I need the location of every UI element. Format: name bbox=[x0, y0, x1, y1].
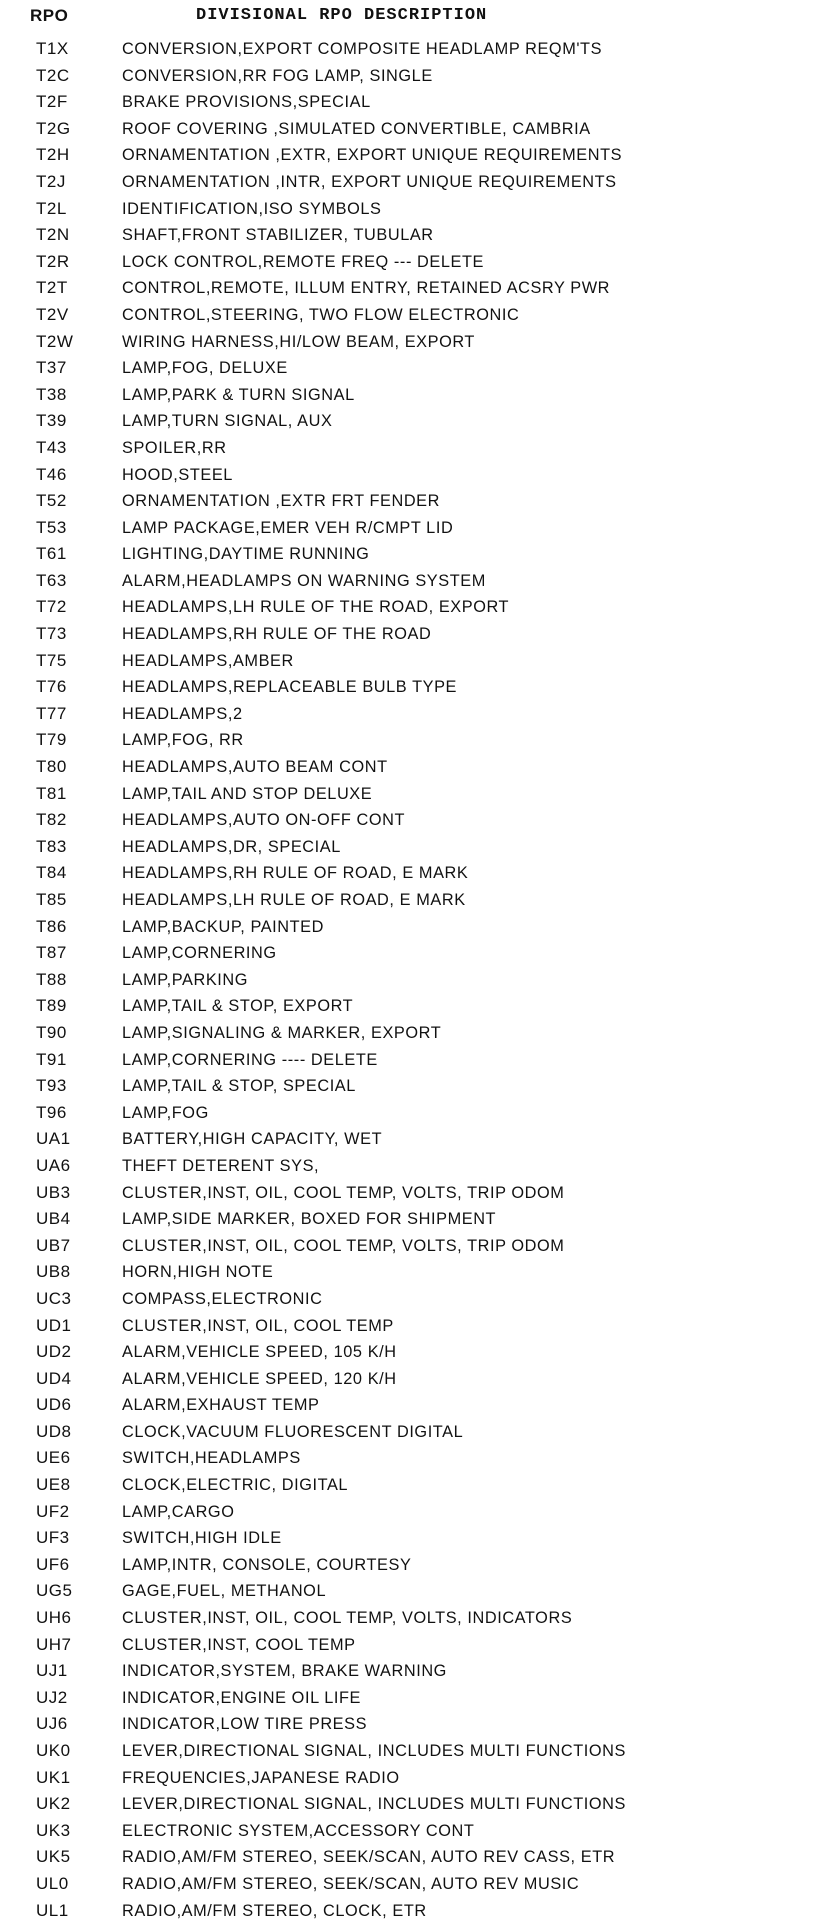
rpo-description: CONTROL,REMOTE, ILLUM ENTRY, RETAINED ACSRY PWR bbox=[122, 278, 611, 298]
list-item bbox=[0, 1339, 816, 1366]
rpo-code: T76 bbox=[36, 677, 67, 697]
list-item bbox=[0, 1419, 816, 1446]
rpo-description: SPOILER,RR bbox=[122, 437, 227, 457]
rpo-description: HEADLAMPS,RH RULE OF THE ROAD bbox=[122, 624, 432, 644]
rpo-code: T77 bbox=[36, 703, 67, 723]
rpo-code: UD8 bbox=[36, 1421, 72, 1441]
rpo-code: T88 bbox=[36, 969, 67, 989]
rpo-description: LAMP,PARK & TURN SIGNAL bbox=[122, 384, 355, 404]
rpo-code: UF6 bbox=[36, 1554, 70, 1574]
rpo-code: UK3 bbox=[36, 1820, 71, 1840]
list-item bbox=[0, 1898, 816, 1924]
list-item bbox=[0, 1392, 816, 1419]
list-item bbox=[0, 674, 816, 701]
rpo-description: HEADLAMPS,AUTO ON-OFF CONT bbox=[122, 810, 406, 830]
rpo-description: LAMP,SIDE MARKER, BOXED FOR SHIPMENT bbox=[122, 1209, 497, 1229]
list-item bbox=[0, 1791, 816, 1818]
rpo-description: CLUSTER,INST, OIL, COOL TEMP, VOLTS, INDICATORS bbox=[122, 1608, 573, 1628]
rpo-code: UK0 bbox=[36, 1741, 71, 1760]
list-item bbox=[0, 1233, 816, 1260]
list-item bbox=[0, 302, 816, 329]
list-item bbox=[0, 754, 816, 781]
rpo-code: UD4 bbox=[36, 1368, 72, 1388]
rpo-description: INDICATOR,SYSTEM, BRAKE WARNING bbox=[122, 1661, 447, 1681]
rpo-code: T79 bbox=[36, 730, 67, 750]
rpo-description: LIGHTING,DAYTIME RUNNING bbox=[122, 544, 370, 564]
rpo-code: T2R bbox=[36, 251, 70, 271]
rpo-description: HEADLAMPS,LH RULE OF THE ROAD, EXPORT bbox=[122, 597, 510, 617]
rpo-description: ROOF COVERING ,SIMULATED CONVERTIBLE, CAMBRIA bbox=[122, 118, 591, 138]
rpo-description: ALARM,EXHAUST TEMP bbox=[122, 1395, 320, 1415]
rpo-description: FREQUENCIES,JAPANESE RADIO bbox=[122, 1767, 400, 1787]
rpo-description: HEADLAMPS,REPLACEABLE BULB TYPE bbox=[122, 677, 458, 697]
list-item bbox=[0, 1871, 816, 1898]
rpo-code: T43 bbox=[36, 437, 67, 457]
rpo-description: BATTERY,HIGH CAPACITY, WET bbox=[122, 1129, 383, 1149]
rpo-description: BRAKE PROVISIONS,SPECIAL bbox=[122, 92, 371, 112]
rpo-code: UD2 bbox=[36, 1342, 72, 1362]
rpo-code: UB4 bbox=[36, 1209, 71, 1229]
rpo-code: UF3 bbox=[36, 1528, 70, 1548]
list-item bbox=[0, 940, 816, 967]
rpo-description: LEVER,DIRECTIONAL SIGNAL, INCLUDES MULTI FUNCTIONS bbox=[122, 1741, 626, 1760]
rpo-description: CLUSTER,INST, OIL, COOL TEMP, VOLTS, TRIP ODOM bbox=[122, 1235, 565, 1255]
rpo-code: T2F bbox=[36, 92, 68, 112]
list-item bbox=[0, 329, 816, 356]
rpo-code: T2T bbox=[36, 278, 68, 298]
rpo-code: UK1 bbox=[36, 1767, 71, 1787]
list-item bbox=[0, 1844, 816, 1871]
list-item bbox=[0, 1605, 816, 1632]
rpo-description: LAMP,FOG bbox=[122, 1102, 209, 1122]
rpo-code: T2V bbox=[36, 304, 69, 324]
rpo-code: T80 bbox=[36, 757, 67, 777]
rpo-list bbox=[0, 36, 816, 1924]
list-item bbox=[0, 727, 816, 754]
list-item bbox=[0, 1286, 816, 1313]
rpo-code: UJ1 bbox=[36, 1661, 68, 1681]
list-item bbox=[0, 1499, 816, 1526]
rpo-code: UA6 bbox=[36, 1155, 71, 1175]
list-item bbox=[0, 36, 816, 63]
list-item bbox=[0, 169, 816, 196]
rpo-code: UC3 bbox=[36, 1288, 72, 1308]
rpo-code: UJ6 bbox=[36, 1714, 68, 1734]
rpo-code: UA1 bbox=[36, 1129, 71, 1149]
list-item bbox=[0, 1073, 816, 1100]
rpo-code: T2J bbox=[36, 171, 66, 191]
list-item bbox=[0, 834, 816, 861]
list-item bbox=[0, 621, 816, 648]
rpo-code: T83 bbox=[36, 836, 67, 856]
rpo-description: CLUSTER,INST, OIL, COOL TEMP bbox=[122, 1315, 394, 1335]
rpo-description: HEADLAMPS,RH RULE OF ROAD, E MARK bbox=[122, 863, 469, 883]
list-item bbox=[0, 594, 816, 621]
rpo-description: LAMP,CARGO bbox=[122, 1501, 235, 1521]
rpo-description: LAMP,TURN SIGNAL, AUX bbox=[122, 411, 333, 431]
rpo-description: LAMP,TAIL & STOP, EXPORT bbox=[122, 996, 354, 1016]
rpo-description: THEFT DETERENT SYS, bbox=[122, 1155, 320, 1175]
list-item bbox=[0, 63, 816, 90]
rpo-description: IDENTIFICATION,ISO SYMBOLS bbox=[122, 198, 382, 218]
rpo-code: T53 bbox=[36, 517, 67, 537]
rpo-description: LAMP,SIGNALING & MARKER, EXPORT bbox=[122, 1022, 442, 1042]
list-item bbox=[0, 488, 816, 515]
list-item bbox=[0, 1552, 816, 1579]
list-item bbox=[0, 1765, 816, 1792]
rpo-code: T39 bbox=[36, 411, 67, 431]
list-item bbox=[0, 1366, 816, 1393]
rpo-code: T2N bbox=[36, 225, 70, 245]
list-item bbox=[0, 781, 816, 808]
list-item bbox=[0, 648, 816, 675]
list-item bbox=[0, 222, 816, 249]
rpo-description: ALARM,VEHICLE SPEED, 105 K/H bbox=[122, 1342, 397, 1362]
list-item bbox=[0, 807, 816, 834]
rpo-code: T2C bbox=[36, 65, 70, 85]
rpo-code: T52 bbox=[36, 491, 67, 511]
list-item bbox=[0, 1472, 816, 1499]
rpo-code: T72 bbox=[36, 597, 67, 617]
list-item bbox=[0, 1100, 816, 1127]
rpo-description: ORNAMENTATION ,EXTR FRT FENDER bbox=[122, 491, 441, 511]
list-item bbox=[0, 887, 816, 914]
rpo-description: SHAFT,FRONT STABILIZER, TUBULAR bbox=[122, 225, 434, 245]
rpo-code: UB3 bbox=[36, 1182, 71, 1202]
rpo-code: T37 bbox=[36, 358, 67, 378]
list-item bbox=[0, 1259, 816, 1286]
list-item bbox=[0, 1632, 816, 1659]
rpo-description: CLOCK,VACUUM FLUORESCENT DIGITAL bbox=[122, 1421, 464, 1441]
rpo-code: T84 bbox=[36, 863, 67, 883]
rpo-code: UK2 bbox=[36, 1794, 71, 1814]
rpo-code: T90 bbox=[36, 1022, 67, 1042]
rpo-code: UG5 bbox=[36, 1581, 73, 1601]
rpo-description: RADIO,AM/FM STEREO, CLOCK, ETR bbox=[122, 1900, 427, 1920]
rpo-description: LAMP,BACKUP, PAINTED bbox=[122, 916, 324, 936]
rpo-description: SWITCH,HIGH IDLE bbox=[122, 1528, 282, 1548]
rpo-description: LAMP,TAIL & STOP, SPECIAL bbox=[122, 1076, 356, 1096]
rpo-description: RADIO,AM/FM STEREO, SEEK/SCAN, AUTO REV MUSIC bbox=[122, 1873, 580, 1893]
description-column-header: DIVISIONAL RPO DESCRIPTION bbox=[196, 6, 488, 25]
list-item bbox=[0, 249, 816, 276]
rpo-code: UK5 bbox=[36, 1847, 71, 1867]
rpo-code: T89 bbox=[36, 996, 67, 1016]
rpo-description: HEADLAMPS,AMBER bbox=[122, 650, 294, 670]
rpo-code: T61 bbox=[36, 544, 67, 564]
rpo-column-header: RPO bbox=[30, 6, 69, 25]
rpo-description: LAMP PACKAGE,EMER VEH R/CMPT LID bbox=[122, 517, 454, 537]
rpo-description: CONVERSION,EXPORT COMPOSITE HEADLAMP REQM'TS bbox=[122, 39, 603, 58]
list-item bbox=[0, 196, 816, 223]
rpo-code: T2W bbox=[36, 331, 74, 351]
rpo-code: T82 bbox=[36, 810, 67, 830]
rpo-description: ORNAMENTATION ,INTR, EXPORT UNIQUE REQUIREMENTS bbox=[122, 171, 617, 191]
rpo-code: T81 bbox=[36, 783, 67, 803]
rpo-code: T96 bbox=[36, 1102, 67, 1122]
rpo-code: T46 bbox=[36, 464, 67, 484]
rpo-code: UD6 bbox=[36, 1395, 72, 1415]
list-item bbox=[0, 382, 816, 409]
list-item bbox=[0, 914, 816, 941]
rpo-code: T2L bbox=[36, 198, 67, 218]
list-item bbox=[0, 1711, 816, 1738]
list-item bbox=[0, 1180, 816, 1207]
rpo-description: ALARM,VEHICLE SPEED, 120 K/H bbox=[122, 1368, 397, 1388]
rpo-code: T2G bbox=[36, 118, 71, 138]
rpo-code: UF2 bbox=[36, 1501, 70, 1521]
rpo-description: LAMP,FOG, DELUXE bbox=[122, 358, 288, 378]
list-item bbox=[0, 1206, 816, 1233]
list-item bbox=[0, 860, 816, 887]
rpo-description: SWITCH,HEADLAMPS bbox=[122, 1448, 301, 1468]
rpo-code: UL0 bbox=[36, 1873, 69, 1893]
rpo-code: T91 bbox=[36, 1049, 67, 1069]
rpo-code: UH7 bbox=[36, 1634, 72, 1654]
rpo-code: UL1 bbox=[36, 1900, 69, 1920]
rpo-description: CONVERSION,RR FOG LAMP, SINGLE bbox=[122, 65, 433, 85]
rpo-description: LAMP,CORNERING bbox=[122, 943, 277, 963]
list-item bbox=[0, 1738, 816, 1765]
list-item bbox=[0, 142, 816, 169]
rpo-description: RADIO,AM/FM STEREO, SEEK/SCAN, AUTO REV CASS, ETR bbox=[122, 1847, 616, 1867]
rpo-code: T1X bbox=[36, 39, 69, 58]
list-item bbox=[0, 568, 816, 595]
rpo-description: WIRING HARNESS,HI/LOW BEAM, EXPORT bbox=[122, 331, 475, 351]
list-item bbox=[0, 541, 816, 568]
rpo-description: HEADLAMPS,DR, SPECIAL bbox=[122, 836, 341, 856]
rpo-description: LAMP,FOG, RR bbox=[122, 730, 244, 750]
rpo-description: LAMP,TAIL AND STOP DELUXE bbox=[122, 783, 373, 803]
list-item bbox=[0, 515, 816, 542]
list-item bbox=[0, 408, 816, 435]
rpo-description: CLUSTER,INST, OIL, COOL TEMP, VOLTS, TRIP ODOM bbox=[122, 1182, 565, 1202]
rpo-description: LAMP,INTR, CONSOLE, COURTESY bbox=[122, 1554, 412, 1574]
rpo-description: LOCK CONTROL,REMOTE FREQ --- DELETE bbox=[122, 251, 485, 271]
rpo-description: CLOCK,ELECTRIC, DIGITAL bbox=[122, 1475, 349, 1495]
rpo-code: T87 bbox=[36, 943, 67, 963]
rpo-code: T86 bbox=[36, 916, 67, 936]
rpo-code: UE6 bbox=[36, 1448, 71, 1468]
rpo-code: UD1 bbox=[36, 1315, 72, 1335]
list-item bbox=[0, 275, 816, 302]
rpo-description: ELECTRONIC SYSTEM,ACCESSORY CONT bbox=[122, 1820, 475, 1840]
rpo-description: ORNAMENTATION ,EXTR, EXPORT UNIQUE REQUIREMENTS bbox=[122, 145, 623, 165]
rpo-code: T85 bbox=[36, 890, 67, 909]
rpo-code: UJ2 bbox=[36, 1687, 68, 1707]
list-item bbox=[0, 355, 816, 382]
list-item bbox=[0, 462, 816, 489]
list-item bbox=[0, 1047, 816, 1074]
list-item bbox=[0, 1818, 816, 1845]
list-item bbox=[0, 1685, 816, 1712]
list-item bbox=[0, 116, 816, 143]
rpo-code: T2H bbox=[36, 145, 70, 165]
rpo-description: CLUSTER,INST, COOL TEMP bbox=[122, 1634, 356, 1654]
list-item bbox=[0, 701, 816, 728]
list-item bbox=[0, 1313, 816, 1340]
rpo-description: GAGE,FUEL, METHANOL bbox=[122, 1581, 327, 1601]
rpo-code: UB7 bbox=[36, 1235, 71, 1255]
rpo-description: CONTROL,STEERING, TWO FLOW ELECTRONIC bbox=[122, 304, 520, 324]
rpo-code: UB8 bbox=[36, 1262, 71, 1282]
rpo-code: UH6 bbox=[36, 1608, 72, 1628]
list-item bbox=[0, 1445, 816, 1472]
rpo-description: LAMP,CORNERING ---- DELETE bbox=[122, 1049, 378, 1069]
rpo-description: HORN,HIGH NOTE bbox=[122, 1262, 274, 1282]
list-item bbox=[0, 435, 816, 462]
list-item bbox=[0, 1658, 816, 1685]
list-item bbox=[0, 1578, 816, 1605]
rpo-code: UE8 bbox=[36, 1475, 71, 1495]
list-item bbox=[0, 993, 816, 1020]
rpo-code: T93 bbox=[36, 1076, 67, 1096]
rpo-description: INDICATOR,LOW TIRE PRESS bbox=[122, 1714, 368, 1734]
rpo-description: COMPASS,ELECTRONIC bbox=[122, 1288, 323, 1308]
rpo-description: HEADLAMPS,AUTO BEAM CONT bbox=[122, 757, 388, 777]
rpo-description: ALARM,HEADLAMPS ON WARNING SYSTEM bbox=[122, 570, 486, 590]
list-item bbox=[0, 1525, 816, 1552]
rpo-description: HEADLAMPS,2 bbox=[122, 703, 243, 723]
rpo-description: HEADLAMPS,LH RULE OF ROAD, E MARK bbox=[122, 890, 466, 909]
rpo-description: LAMP,PARKING bbox=[122, 969, 249, 989]
rpo-description: HOOD,STEEL bbox=[122, 464, 233, 484]
rpo-code: T63 bbox=[36, 570, 67, 590]
list-item bbox=[0, 89, 816, 116]
rpo-code: T75 bbox=[36, 650, 67, 670]
list-item bbox=[0, 1153, 816, 1180]
rpo-code: T38 bbox=[36, 384, 67, 404]
rpo-description: LEVER,DIRECTIONAL SIGNAL, INCLUDES MULTI FUNCTIONS bbox=[122, 1794, 626, 1814]
list-item bbox=[0, 967, 816, 994]
rpo-description: INDICATOR,ENGINE OIL LIFE bbox=[122, 1687, 361, 1707]
list-item bbox=[0, 1020, 816, 1047]
list-item bbox=[0, 1126, 816, 1153]
rpo-code: T73 bbox=[36, 624, 67, 644]
